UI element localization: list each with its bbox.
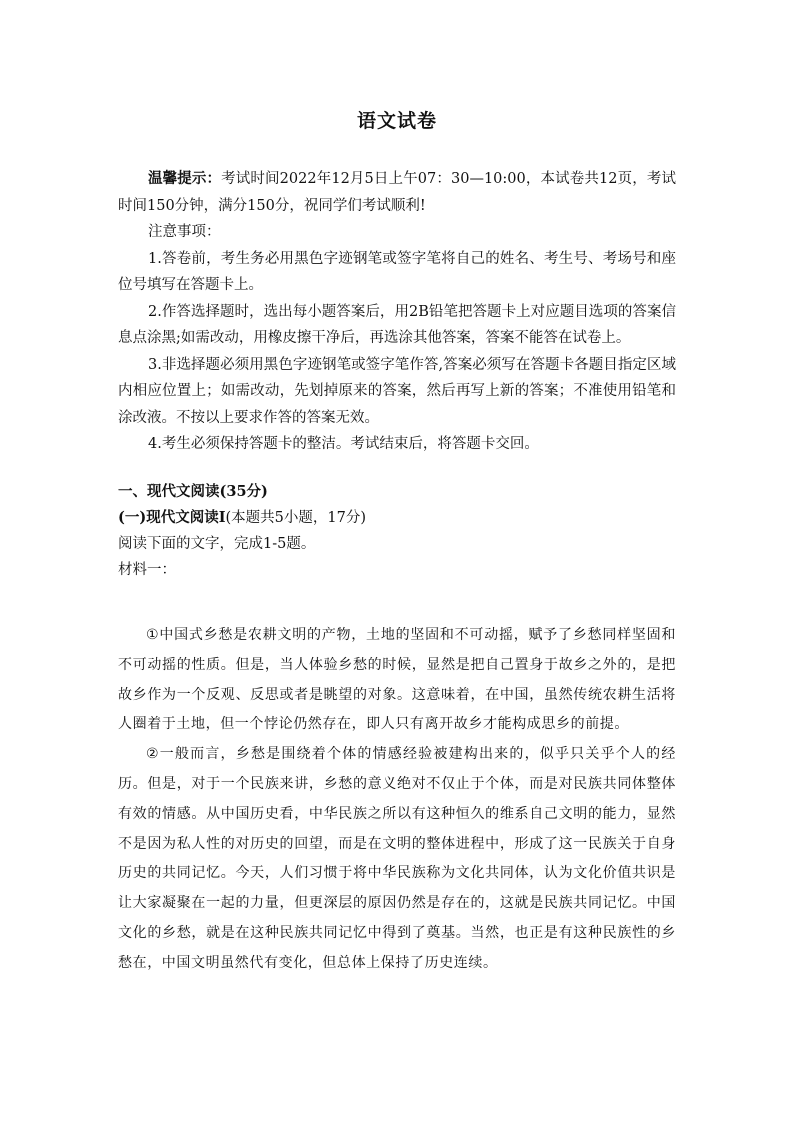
section-reading [118,479,676,583]
notice-text: 考试时间2022年12月5日上午07：30—10:00，本试卷共12页，考试时间150分钟，满分150分，祝同学们考试顺利! [118,171,676,214]
notice-item: 2.作答选择题时，选出每小题答案后，用2B铅笔把答题卡上对应题目选项的答案信息点涂黑;如需改动，用橡皮擦干净后，再选涂其他答案，答案不能答在试卷上。 [118,303,676,346]
passage-paragraph: ①中国式乡愁是农耕文明的产物，土地的坚固和不可动摇，赋予了乡愁同样坚固和不可动摇的性质。但是，当人体验乡愁的时候，显然是把自己置身于故乡之外的，是把故乡作为一个反观、反思或者是眺望的对象。这意味着，在中国，虽然传统农耕生活将人圈着于土地，但一个悖论仍然存在，即人只有离开故乡才能构成思乡的前提。 [118,627,676,733]
material-label: 材料一： [118,562,176,578]
reading-instruction: 阅读下面的文字，完成1-5题。 [118,536,316,552]
subsection-heading [118,505,676,531]
reading-passage [118,621,676,979]
notice-paragraph [118,166,676,219]
notice-item: 3.非选择题必须用黑色字迹钢笔或签字笔作答,答案必须写在答题卡各题目指定区域内相应位置上；如需改动，先划掉原来的答案，然后再写上新的答案；不准使用铅笔和涂改液。不按以上要求作答的答案无效。 [118,356,676,426]
notice-item: 1.答卷前，考生务必用黑色字迹钢笔或签字笔将自己的姓名、考生号、考场号和座位号填写在答题卡上。 [118,250,676,293]
subsection-title: (一)现代文阅读Ⅰ [118,509,226,526]
notice-label: 温馨提示： [148,170,222,187]
notice-item: 4.考生必须保持答题卡的整洁。考试结束后，将答题卡交回。 [148,436,539,452]
subsection-note: (本题共5小题，17分) [225,510,367,526]
notice-section [118,166,676,458]
page-title: 语文试卷 [356,110,437,132]
section-heading: 一、现代文阅读(35分) [118,483,268,500]
notice-heading: 注意事项： [148,224,221,240]
passage-paragraph: ②一般而言，乡愁是围绕着个体的情感经验被建构出来的，似乎只关乎个人的经历。但是，对于一个民族来讲，乡愁的意义绝对不仅止于个体，而是对民族共同体整体有效的情感。从中国历史看，中华民族之所以有这种恒久的维系自己文明的能力，显然不是因为私人性的对历史的回望，而是在文明的整体进程中，形成了这一民族关于自身历史的共同记忆。今天，人们习惯于将中华民族称为文化共同体，认为文化价值共识是让大家凝聚在一起的力量，但更深层的原因仍然是存在的，这就是民族共同记忆。中国文化的乡愁，就是在这种民族共同记忆中得到了奠基。当然，也正是有这种民族性的乡愁在，中国文明虽然代有变化，但总体上保持了历史连续。 [118,746,676,971]
